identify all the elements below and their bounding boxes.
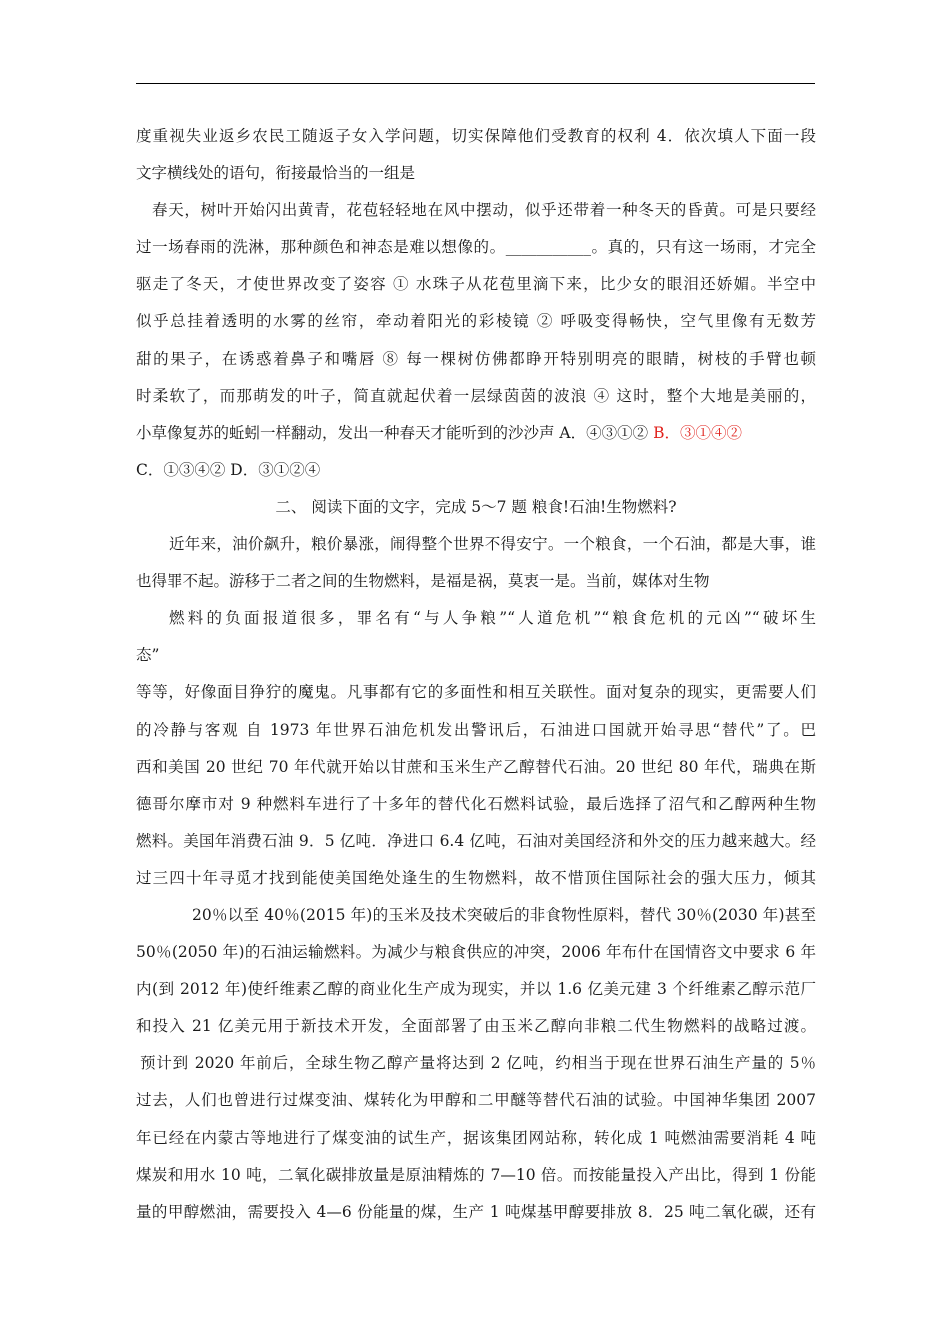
text-line: 和投入 21 亿美元用于新技术开发，全面部署了由玉米乙醇向非粮二代生物燃料的战略过渡。 [136,1017,816,1036]
option-text: 小草像复苏的蚯蚓一样翻动，发出一种春天才能听到的沙沙声 A．④③①② [136,423,654,442]
text-line: 50％(2050 年)的石油运输燃料。为减少与粮食供应的冲突，2006 年布什在国情咨文中要求 6 年 [136,943,816,962]
text-line: 年已经在内蒙古等地进行了煤变油的试生产，据该集团网站称，转化成 1 吨燃油需要消耗 4 吨 [136,1128,816,1147]
text-line: 过三四十年寻觅才找到能使美国绝处逢生的生物燃料，故不惜顶住国际社会的强大压力，倾其 [136,868,816,887]
text-line: 时柔软了，而那萌发的叶子，简直就起伏着一层绿茵茵的波浪 ④ 这时，整个大地是美丽的， [136,386,816,405]
text-line: 内(到 2012 年)使纤维素乙醇的商业化生产成为现实，并以 1.6 亿美元建 3 个纤维素乙醇示范厂 [136,980,816,999]
text-line: 文字横线处的语句，衔接最恰当的一组是 [136,164,416,183]
text-line: 也得罪不起。游移于二者之间的生物燃料，是福是祸，莫衷一是。当前，媒体对生物 [136,572,710,591]
text-line: 近年来，油价飙升，粮价暴涨，闹得整个世界不得安宁。一个粮食，一个石油，都是大事，谁 [169,535,816,554]
text-line: 驱走了冬天，才使世界改变了姿容 ① 水珠子从花苞里滴下来，比少女的眼泪还娇媚。半空中 [136,275,816,294]
text-line: 过一场春雨的洗淋，那种颜色和神态是难以想像的。___________。真的，只有这一场雨，才完全 [136,238,816,257]
text-line: 西和美国 20 世纪 70 年代就开始以甘蔗和玉米生产乙醇替代石油。20 世纪 80 年代，瑞典在斯 [136,757,816,776]
text-line: 度重视失业返乡农民工随返子女入学问题，切实保障他们受教育的权利 4．依次填人下面一段 [136,127,816,145]
question-options-line [136,415,816,452]
section-heading: 二、 阅读下面的文字，完成 5～7 题 粮食!石油!生物燃料? [275,497,677,516]
text-line: 过去，人们也曾进行过煤变油、煤转化为甲醇和二甲醚等替代石油的试验。中国神华集团 2007 [136,1091,816,1110]
text-line: C．①③④② D．③①②④ [136,460,321,479]
text-line: 似乎总挂着透明的水雾的丝帘，牵动着阳光的彩棱镜 ② 呼吸变得畅快，空气里像有无数芳 [136,312,816,331]
text-line: 甜的果子，在诱惑着鼻子和嘴唇 ⑧ 每一棵树仿佛都睁开特别明亮的眼睛，树枝的手臂也顿 [136,349,816,368]
text-line: 的冷静与客观 自 1973 年世界石油危机发出警讯后，石油进口国就开始寻思“替代”了。巴 [136,720,816,739]
text-line: 德哥尔摩市对 9 种燃料车进行了十多年的替代化石燃料试验，最后选择了沼气和乙醇两种生物 [136,794,816,813]
text-line: 态” [136,646,160,665]
answer-option: B．③①④② [653,423,742,442]
text-line: 燃料的负面报道很多，罪名有“与人争粮”“人道危机”“粮食危机的元凶”“破坏生 [169,609,816,628]
text-line: 预计到 2020 年前后，全球生物乙醇产量将达到 2 亿吨，约相当于现在世界石油生产量的 5％ [140,1054,816,1073]
header-rule [136,83,815,84]
text-line: 等等，好像面目狰狞的魔鬼。凡事都有它的多面性和相互关联性。面对复杂的现实，更需要人们 [136,683,816,702]
text-line: 量的甲醇燃油，需要投入 4—6 份能量的煤，生产 1 吨煤基甲醇要排放 8．25 吨二氧化碳，还有 [136,1202,816,1221]
document-body [136,118,816,1231]
text-line: 20％以至 40％(2015 年)的玉米及技术突破后的非食物性原料，替代 30％(2030 年)甚至 [192,905,816,924]
text-line: 春天，树叶开始闪出黄青，花苞轻轻地在风中摆动，似乎还带着一种冬天的昏黄。可是只要经 [152,201,816,220]
text-line: 煤炭和用水 10 吨，二氧化碳排放量是原油精炼的 7—10 倍。而按能量投入产出比，得到 1 份能 [136,1165,816,1184]
text-line: 燃料。美国年消费石油 9．5 亿吨．净进口 6.4 亿吨，石油对美国经济和外交的压力越来越大。经 [136,831,816,850]
